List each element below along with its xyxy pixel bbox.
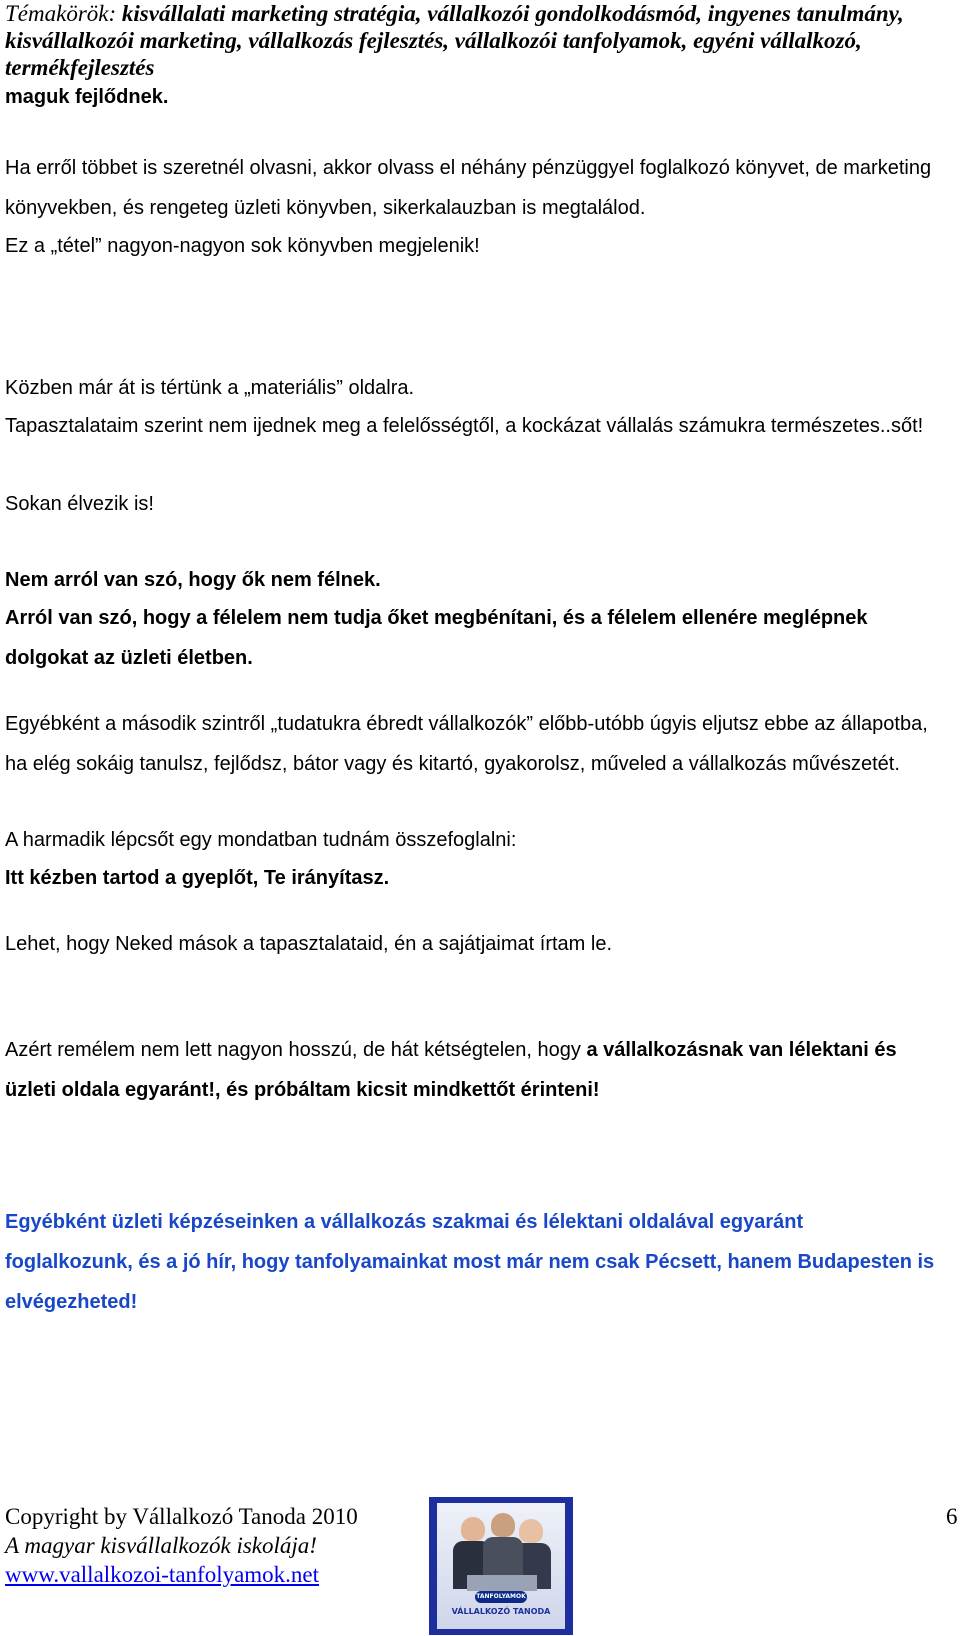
paragraph-courses: Egyébként üzleti képzéseinken a vállalkozás szakmai és lélektani oldalával egyaránt foglalkozunk, és a jó hír, hogy tanfolyamainkat most már nem csak Pécsett, hanem Budapesten is elvégezheted! (5, 1211, 935, 1313)
paragraph-third-step: A harmadik lépcsőt egy mondatban tudnám összefoglalni: (5, 829, 517, 851)
logo-brand-text: VÁLLALKOZÓ TANODA (451, 1607, 551, 1616)
page-number: 6 (946, 1504, 958, 1529)
footer-website-link[interactable]: www.vallalkozoi-tanfolyamok.net (5, 1562, 320, 1587)
conclusion-plain: Azért remélem nem lett nagyon hosszú, de hát kétségtelen, hogy (5, 1039, 587, 1061)
paragraph-books: Ha erről többet is szeretnél olvasni, akkor olvass el néhány pénzüggyel foglalkozó könyvet, de marketing könyvekben, és rengeteg üzleti könyvben, sikerkalauzban is megtalálod. (5, 157, 932, 219)
paragraph-statement: Ez a „tétel” nagyon-nagyon sok könyvben megjelenik! (5, 235, 480, 257)
logo-badge: TANFOLYAMOK (475, 1591, 527, 1603)
paragraph-conclusion (5, 1030, 935, 1110)
topics-label: Témakörök: (5, 1, 117, 26)
logo-person-head (461, 1517, 485, 1541)
paragraph-in-control: Itt kézben tartod a gyeplőt, Te irányítasz. (5, 867, 390, 889)
footer-slogan: A magyar kisvállalkozók iskolája! (5, 1533, 317, 1558)
paragraph-experience: Tapasztalataim szerint nem ijednek meg a felelősségtől, a kockázat vállalás számukra természetes..sőt! (5, 415, 924, 437)
paragraph-enjoy: Sokan élvezik is! (5, 493, 154, 515)
paragraph-fear: Arról van szó, hogy a félelem nem tudja őket megbénítani, és a félelem ellenére meglépnek dolgokat az üzleti életben. (5, 607, 868, 669)
paragraph-experiences: Lehet, hogy Neked mások a tapasztalataid, én a sajátjaimat írtam le. (5, 933, 613, 955)
conclusion-bold: a vállalkozásnak van lélektani és üzleti oldala egyaránt!, és próbáltam kicsit mindkettőt érinteni! (5, 1039, 897, 1101)
paragraph-not-afraid: Nem arról van szó, hogy ők nem félnek. (5, 569, 381, 591)
footer-copyright: Copyright by Vállalkozó Tanoda 2010 (5, 1504, 358, 1529)
logo-person-head (491, 1513, 515, 1537)
topics-values: kisvállalati marketing stratégia, vállalkozói gondolkodásmód, ingyenes tanulmány, kisvállalkozói marketing, vállalkozás fejlesztés, vállalkozói tanfolyamok, egyéni vállalkozó, termékfejlesztés (5, 1, 904, 80)
logo-photo (437, 1503, 565, 1629)
footer (5, 1502, 358, 1589)
topics-continuation: maguk fejlődnek. (5, 86, 169, 108)
logo-person-head (519, 1519, 543, 1543)
topics-header (5, 0, 945, 81)
vallalkozo-tanoda-logo (429, 1497, 573, 1635)
paragraph-material: Közben már át is tértünk a „materiális” oldalra. (5, 377, 415, 399)
logo-laptop (467, 1575, 537, 1591)
paragraph-second-level: Egyébként a második szintről „tudatukra ébredt vállalkozók” előbb-utóbb úgyis eljutsz ebbe az állapotba, ha elég sokáig tanulsz, fejlődsz, bátor vagy és kitartó, gyakorolsz, műveled a vállalkozás művészetét. (5, 713, 928, 775)
